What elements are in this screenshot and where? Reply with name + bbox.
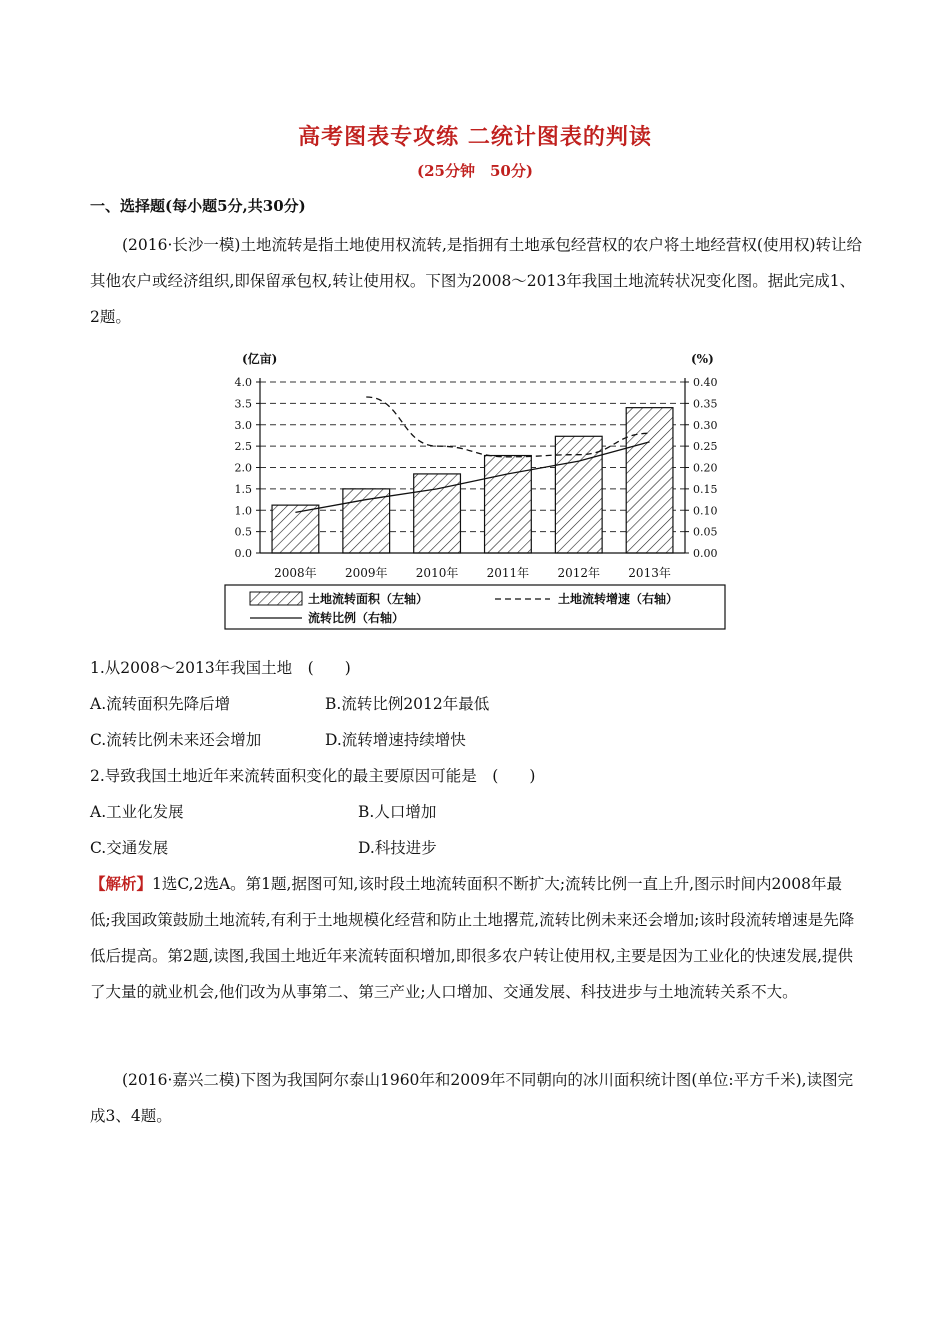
x-tick-label: 2012年 [557, 566, 601, 580]
right-tick-label: 0.00 [693, 547, 718, 560]
left-tick-label: 2.5 [234, 440, 252, 454]
q2-option-d[interactable]: D.科技进步 [358, 839, 437, 857]
x-tick-label: 2010年 [415, 566, 459, 580]
left-tick-label: 4.0 [234, 376, 252, 389]
left-tick-label: 3.5 [234, 397, 252, 411]
page-title: 高考图表专攻练 二统计图表的判读 [298, 124, 652, 150]
legend-label: 流转比例（右轴） [308, 611, 405, 625]
intro-paragraph-1: (2016·长沙一模)土地流转是指土地使用权流转,是指拥有土地承包经营权的农户将土地经营权(使用权)转让给其他农户或经济组织,即保留承包权,转让使用权。下图为2008～2013年我国土地流转状况变化图。据此完成1、2题。 [90, 236, 862, 326]
right-tick-label: 0.20 [693, 461, 718, 475]
left-tick-label: 0.0 [234, 547, 252, 560]
left-tick-label: 1.5 [234, 482, 252, 496]
intro-paragraph-2: (2016·嘉兴二模)下图为我国阿尔泰山1960年和2009年不同朝向的冰川面积统计图(单位:平方千米),读图完成3、4题。 [90, 1071, 854, 1125]
question-2-stem: 2.导致我国土地近年来流转面积变化的最主要原因可能是 ( ) [90, 767, 536, 785]
left-tick-label: 3.0 [234, 418, 252, 432]
q1-option-a[interactable]: A.流转面积先降后增 [90, 695, 231, 713]
page-subtitle: (25分钟 50分) [417, 162, 533, 180]
x-tick-label: 2009年 [344, 566, 388, 580]
area-bar [626, 408, 673, 553]
x-tick-label: 2011年 [486, 566, 530, 580]
right-tick-label: 0.25 [693, 440, 718, 454]
q1-option-d[interactable]: D.流转增速持续增快 [325, 731, 466, 749]
right-tick-label: 0.15 [693, 482, 718, 496]
left-axis-unit: (亿亩) [242, 352, 278, 366]
right-tick-label: 0.40 [693, 376, 718, 389]
area-bar [485, 456, 532, 553]
x-tick-label: 2013年 [628, 566, 671, 580]
question-1-stem: 1.从2008～2013年我国土地 ( ) [90, 659, 351, 677]
right-tick-label: 0.05 [693, 525, 718, 539]
x-tick-label: 2008年 [274, 566, 317, 580]
legend-swatch-bar [250, 592, 302, 605]
right-axis-unit: (%) [691, 352, 714, 366]
q1-option-c[interactable]: C.流转比例未来还会增加 [90, 731, 262, 749]
section-heading: 一、选择题(每小题5分,共30分) [90, 197, 306, 215]
legend-label: 土地流转增速（右轴） [558, 592, 679, 606]
growth-rate-line [366, 397, 649, 457]
land-transfer-chart [220, 345, 740, 635]
right-tick-label: 0.35 [693, 397, 718, 411]
area-bar [343, 489, 390, 553]
left-tick-label: 0.5 [234, 525, 252, 539]
right-tick-label: 0.30 [693, 418, 718, 432]
analysis-label: 【解析】 [90, 874, 153, 893]
analysis-text: 1选C,2选A。第1题,据图可知,该时段土地流转面积不断扩大;流转比例一直上升,图示时间内2008年最低;我国政策鼓励土地流转,有利于土地规模化经营和防止土地撂荒,流转比例未来还会增加;该时段流转增速是先降低后提高。第2题,读图,我国土地近年来流转面积增加,即很多农户转让使用权,主要是因为工业化的快速发展,提供了大量的就业机会,他们改为从事第二、第三产业;人口增加、交通发展、科技进步与土地流转关系不大。 [90, 875, 855, 1001]
q1-option-b[interactable]: B.流转比例2012年最低 [325, 695, 490, 713]
analysis-block [90, 866, 862, 1010]
legend-label: 土地流转面积（左轴） [308, 592, 429, 606]
left-tick-label: 1.0 [234, 504, 252, 518]
q2-option-b[interactable]: B.人口增加 [358, 803, 437, 821]
q2-option-c[interactable]: C.交通发展 [90, 839, 169, 857]
left-tick-label: 2.0 [234, 461, 252, 475]
right-tick-label: 0.10 [693, 504, 718, 518]
area-bar [555, 436, 602, 553]
q2-option-a[interactable]: A.工业化发展 [90, 803, 184, 821]
